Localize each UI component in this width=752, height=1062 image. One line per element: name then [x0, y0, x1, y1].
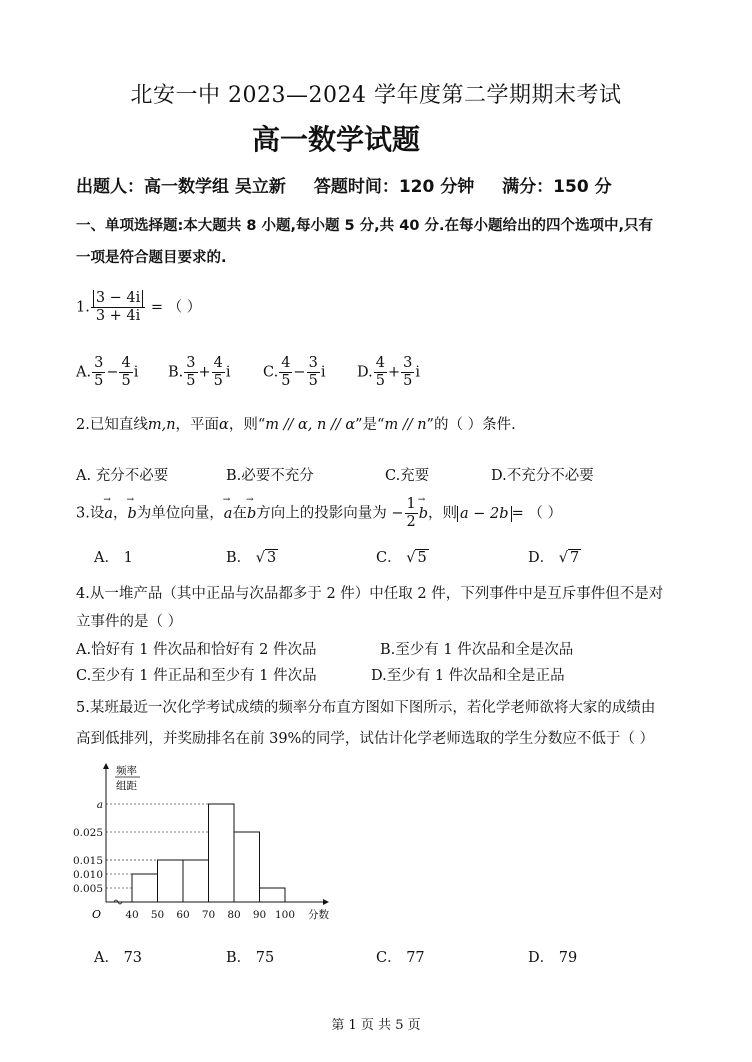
x-tick-label: 70: [201, 909, 216, 921]
q5-option-a: A． 73: [94, 950, 143, 966]
author-info: 出题人：高一数学组 吴立新: [76, 177, 286, 197]
question-3: 3.设→ a，→ b为单位向量，→ a在→ b方向上的投影向量为 − $\frac{1}{2}$ → b，则 a − 2b = （ ）: [76, 496, 562, 531]
y-tick-label: a: [96, 799, 103, 811]
x-label: 分数: [308, 909, 329, 921]
x-tick-label: 90: [252, 909, 267, 921]
histogram-bar: [132, 874, 158, 902]
y-label-bottom: 组距: [116, 780, 137, 792]
q1-option-d: D. $\frac{4}{5}$ + $\frac{3}{5}$ i: [357, 355, 420, 389]
x-tick-label: 60: [176, 909, 190, 921]
q2-option-a: A. 充分不必要: [76, 468, 169, 484]
y-tick-label: 0.025: [72, 827, 103, 839]
section-heading-line1: 一、单项选择题:本大题共 8 小题,每小题 5 分,共 40 分.在每小题给出的四个选项中,只有: [76, 218, 653, 234]
question-4-line2: 立事件的是（ ）: [76, 614, 183, 630]
section-heading-line2: 一项是符合题目要求的.: [76, 250, 227, 266]
histogram-bar: [158, 860, 184, 902]
question-5-line1: 5.某班最近一次化学考试成绩的频率分布直方图如下图所示，若化学老师欲将大家的成绩由: [76, 700, 656, 716]
y-tick-label: 0.015: [72, 855, 103, 867]
frequency-histogram: [72, 762, 338, 928]
histogram-bar: [183, 860, 209, 902]
histogram-bar: [209, 804, 235, 902]
histogram-bar: [260, 888, 286, 902]
q4-option-c: C.至少有 1 件正品和至少有 1 件次品: [76, 668, 317, 684]
origin-label: O: [92, 908, 102, 921]
q5-option-d: D． 79: [528, 950, 578, 966]
q1-fraction: $\frac{3 - 4i}{3 + 4i}$: [91, 290, 145, 325]
q2-option-c: C.充要: [385, 468, 430, 484]
q3-option-d: D． √ 7: [528, 550, 580, 566]
question-1: 1. $\frac{3 - 4i}{3 + 4i}$ = （ ）: [76, 290, 202, 324]
x-tick-label: 80: [227, 909, 241, 921]
q4-option-b: B.至少有 1 件次品和全是次品: [380, 642, 574, 658]
page-footer: 第 1 页 共 5 页: [331, 1018, 421, 1033]
q3-option-c: C． √ 5: [376, 550, 427, 566]
score-info: 满分：150 分: [502, 177, 612, 197]
q1-option-b: B. $\frac{3}{5}$ + $\frac{4}{5}$ i: [168, 355, 231, 389]
exam-title: 北安一中 2023—2024 学年度第二学期期末考试: [130, 83, 622, 108]
q5-option-b: B． 75: [226, 950, 275, 966]
q2-option-b: B.必要不充分: [226, 468, 314, 484]
q3-option-b: B． √ 3: [226, 550, 277, 566]
exam-info: [76, 172, 634, 197]
y-label-top: 频率: [116, 765, 137, 777]
x-tick-label: 50: [150, 909, 165, 921]
question-5-line2: 高到低排列，并奖励排名在前 39%的同学，试估计化学老师选取的学生分数应不低于（ ）: [76, 731, 654, 747]
q4-option-d: D.至少有 1 件次品和全是正品: [371, 668, 565, 684]
subject-title: 高一数学试题: [251, 123, 420, 156]
y-tick-label: 0.005: [72, 883, 103, 895]
x-tick-label: 100: [274, 909, 296, 921]
histogram-bar: [234, 832, 260, 902]
question-4-line1: 4.从一堆产品（其中正品与次品都多于 2 件）中任取 2 件，下列事件中是互斥事件但不是对: [76, 586, 664, 602]
q4-option-a: A.恰好有 1 件次品和恰好有 2 件次品: [76, 642, 317, 658]
question-2: 2.已知直线m,n，平面α，则“m // α, n // α”是“m // n”的（ ）条件.: [76, 417, 516, 433]
time-info: 答题时间：120 分钟: [313, 177, 475, 197]
q1-option-c: C. $\frac{4}{5}$ − $\frac{3}{5}$ i: [263, 355, 326, 389]
q2-option-d: D.不充分不必要: [491, 468, 594, 484]
q5-option-c: C． 77: [376, 950, 425, 966]
x-tick-label: 40: [125, 909, 139, 921]
q3-option-a: A． 1: [94, 550, 133, 566]
q1-option-a: A. $\frac{3}{5}$ − $\frac{4}{5}$ i: [76, 355, 139, 389]
y-tick-label: 0.010: [72, 869, 103, 881]
